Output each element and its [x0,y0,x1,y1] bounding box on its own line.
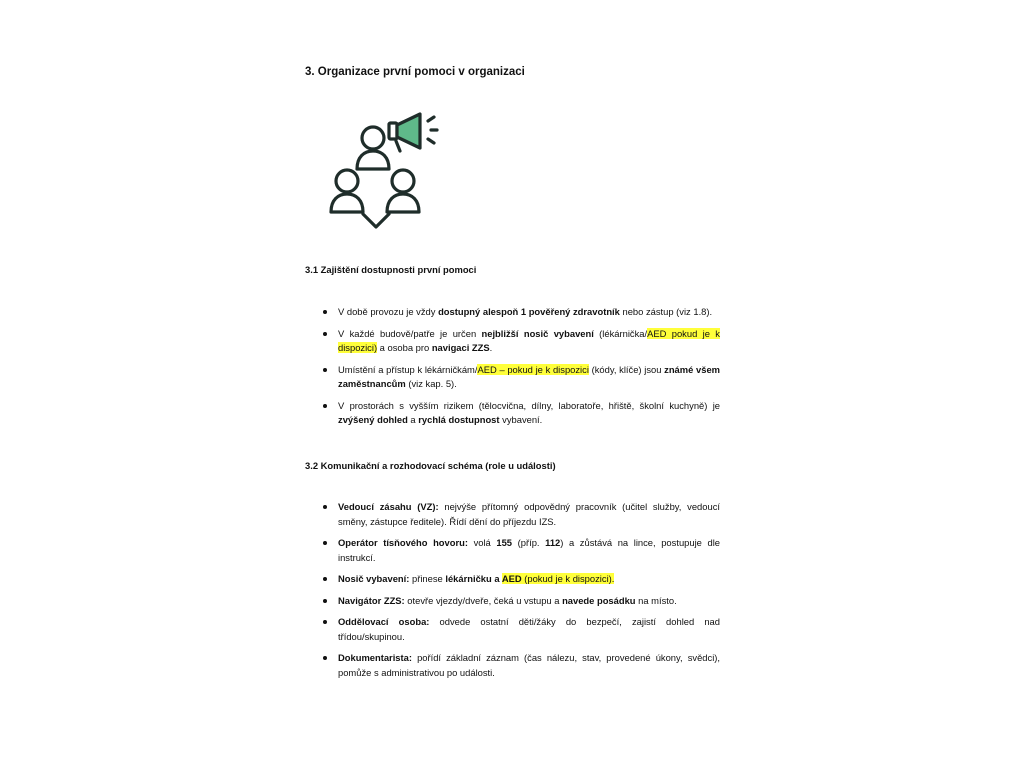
sound-line-top [428,117,434,121]
list-item: Oddělovací osoba: odvede ostatní děti/žáky do bezpečí, zajistí dohled nad třídou/skupinou. [305,615,720,644]
bullet-icon [323,599,327,603]
top-person-body-shape [357,151,389,169]
bullet-icon [323,505,327,509]
bullet-list [305,500,720,687]
list-item: Vedoucí zásahu (VZ): nejvýše přítomný odpovědný pracovník (učitel služby, vedoucí směny, zástupce ředitele). Řídí dění do příjezdu IZS. [305,500,720,529]
team-megaphone-icon [322,108,444,232]
right-person-head-shape [392,170,414,192]
highlighted-text: AED pokud je k dispozici) [338,327,720,353]
list-item: Operátor tísňového hovoru: volá 155 (příp. 112) a zůstává na lince, postupuje dle instrukcí. [305,536,720,565]
right-person-body-shape [387,194,419,212]
highlighted-text: AED [501,573,522,584]
left-person-head-shape [336,170,358,192]
bullet-icon [323,404,327,408]
section-heading: 3.2 Komunikační a rozhodovací schéma (role u události) [305,460,556,471]
bullet-icon [323,656,327,660]
bullet-icon [323,541,327,545]
list-item: Dokumentarista: pořídí základní záznam (čas nálezu, stav, provedené úkony, svědci), pomůže s administrativou po události. [305,651,720,680]
section-heading: 3.1 Zajištění dostupnosti první pomoci [305,264,477,275]
highlighted-text: AED – pokud je k dispozici [477,363,589,375]
bullet-list [305,305,720,435]
highlighted-text: (pokud je k dispozici). [521,573,615,584]
list-item: Umístění a přístup k lékárničkám/AED – pokud je k dispozici (kódy, klíče) jsou známé všem zaměstnancům (viz kap. 5). [305,363,720,392]
bullet-icon [323,577,327,581]
top-person-head-shape [362,127,384,149]
down-arrow-shape [363,214,389,227]
list-item: V každé budově/patře je určen nejbližší nosič vybavení (lékárnička/AED pokud je k dispozici) a osoba pro navigaci ZZS. [305,327,720,356]
list-item: Navigátor ZZS: otevře vjezdy/dveře, čeká u vstupu a navede posádku na místo. [305,594,720,609]
page-title: 3. Organizace první pomoci v organizaci [305,66,525,78]
bullet-icon [323,310,327,314]
left-person-body-shape [331,194,363,212]
megaphone-bell-shape [397,114,420,148]
megaphone-handle-shape [396,141,400,151]
bullet-icon [323,332,327,336]
bullet-icon [323,620,327,624]
list-item: V prostorách s vyšším rizikem (tělocvična, dílny, laboratoře, hřiště, školní kuchyně) je zvýšený dohled a rychlá dostupnost vybavení. [305,399,720,428]
list-item: Nosič vybavení: přinese lékárničku a AED (pokud je k dispozici). [305,572,720,587]
list-item: V době provozu je vždy dostupný alespoň 1 pověřený zdravotník nebo zástup (viz 1.8). [305,305,720,320]
sound-line-bottom [428,139,434,143]
bullet-icon [323,368,327,372]
